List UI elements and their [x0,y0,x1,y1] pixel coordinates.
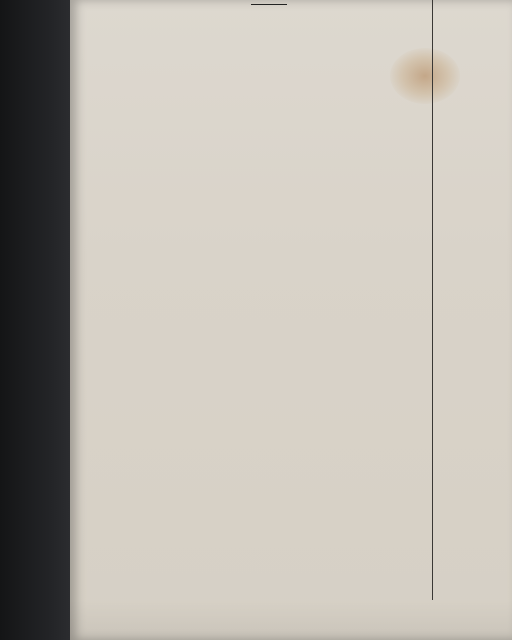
newspaper-page [70,0,512,640]
main-column [110,0,428,10]
section-rule [251,4,287,5]
background-edge [0,0,72,640]
water-stain [390,48,460,104]
column-divider [432,0,433,600]
page-shadow [70,600,512,640]
